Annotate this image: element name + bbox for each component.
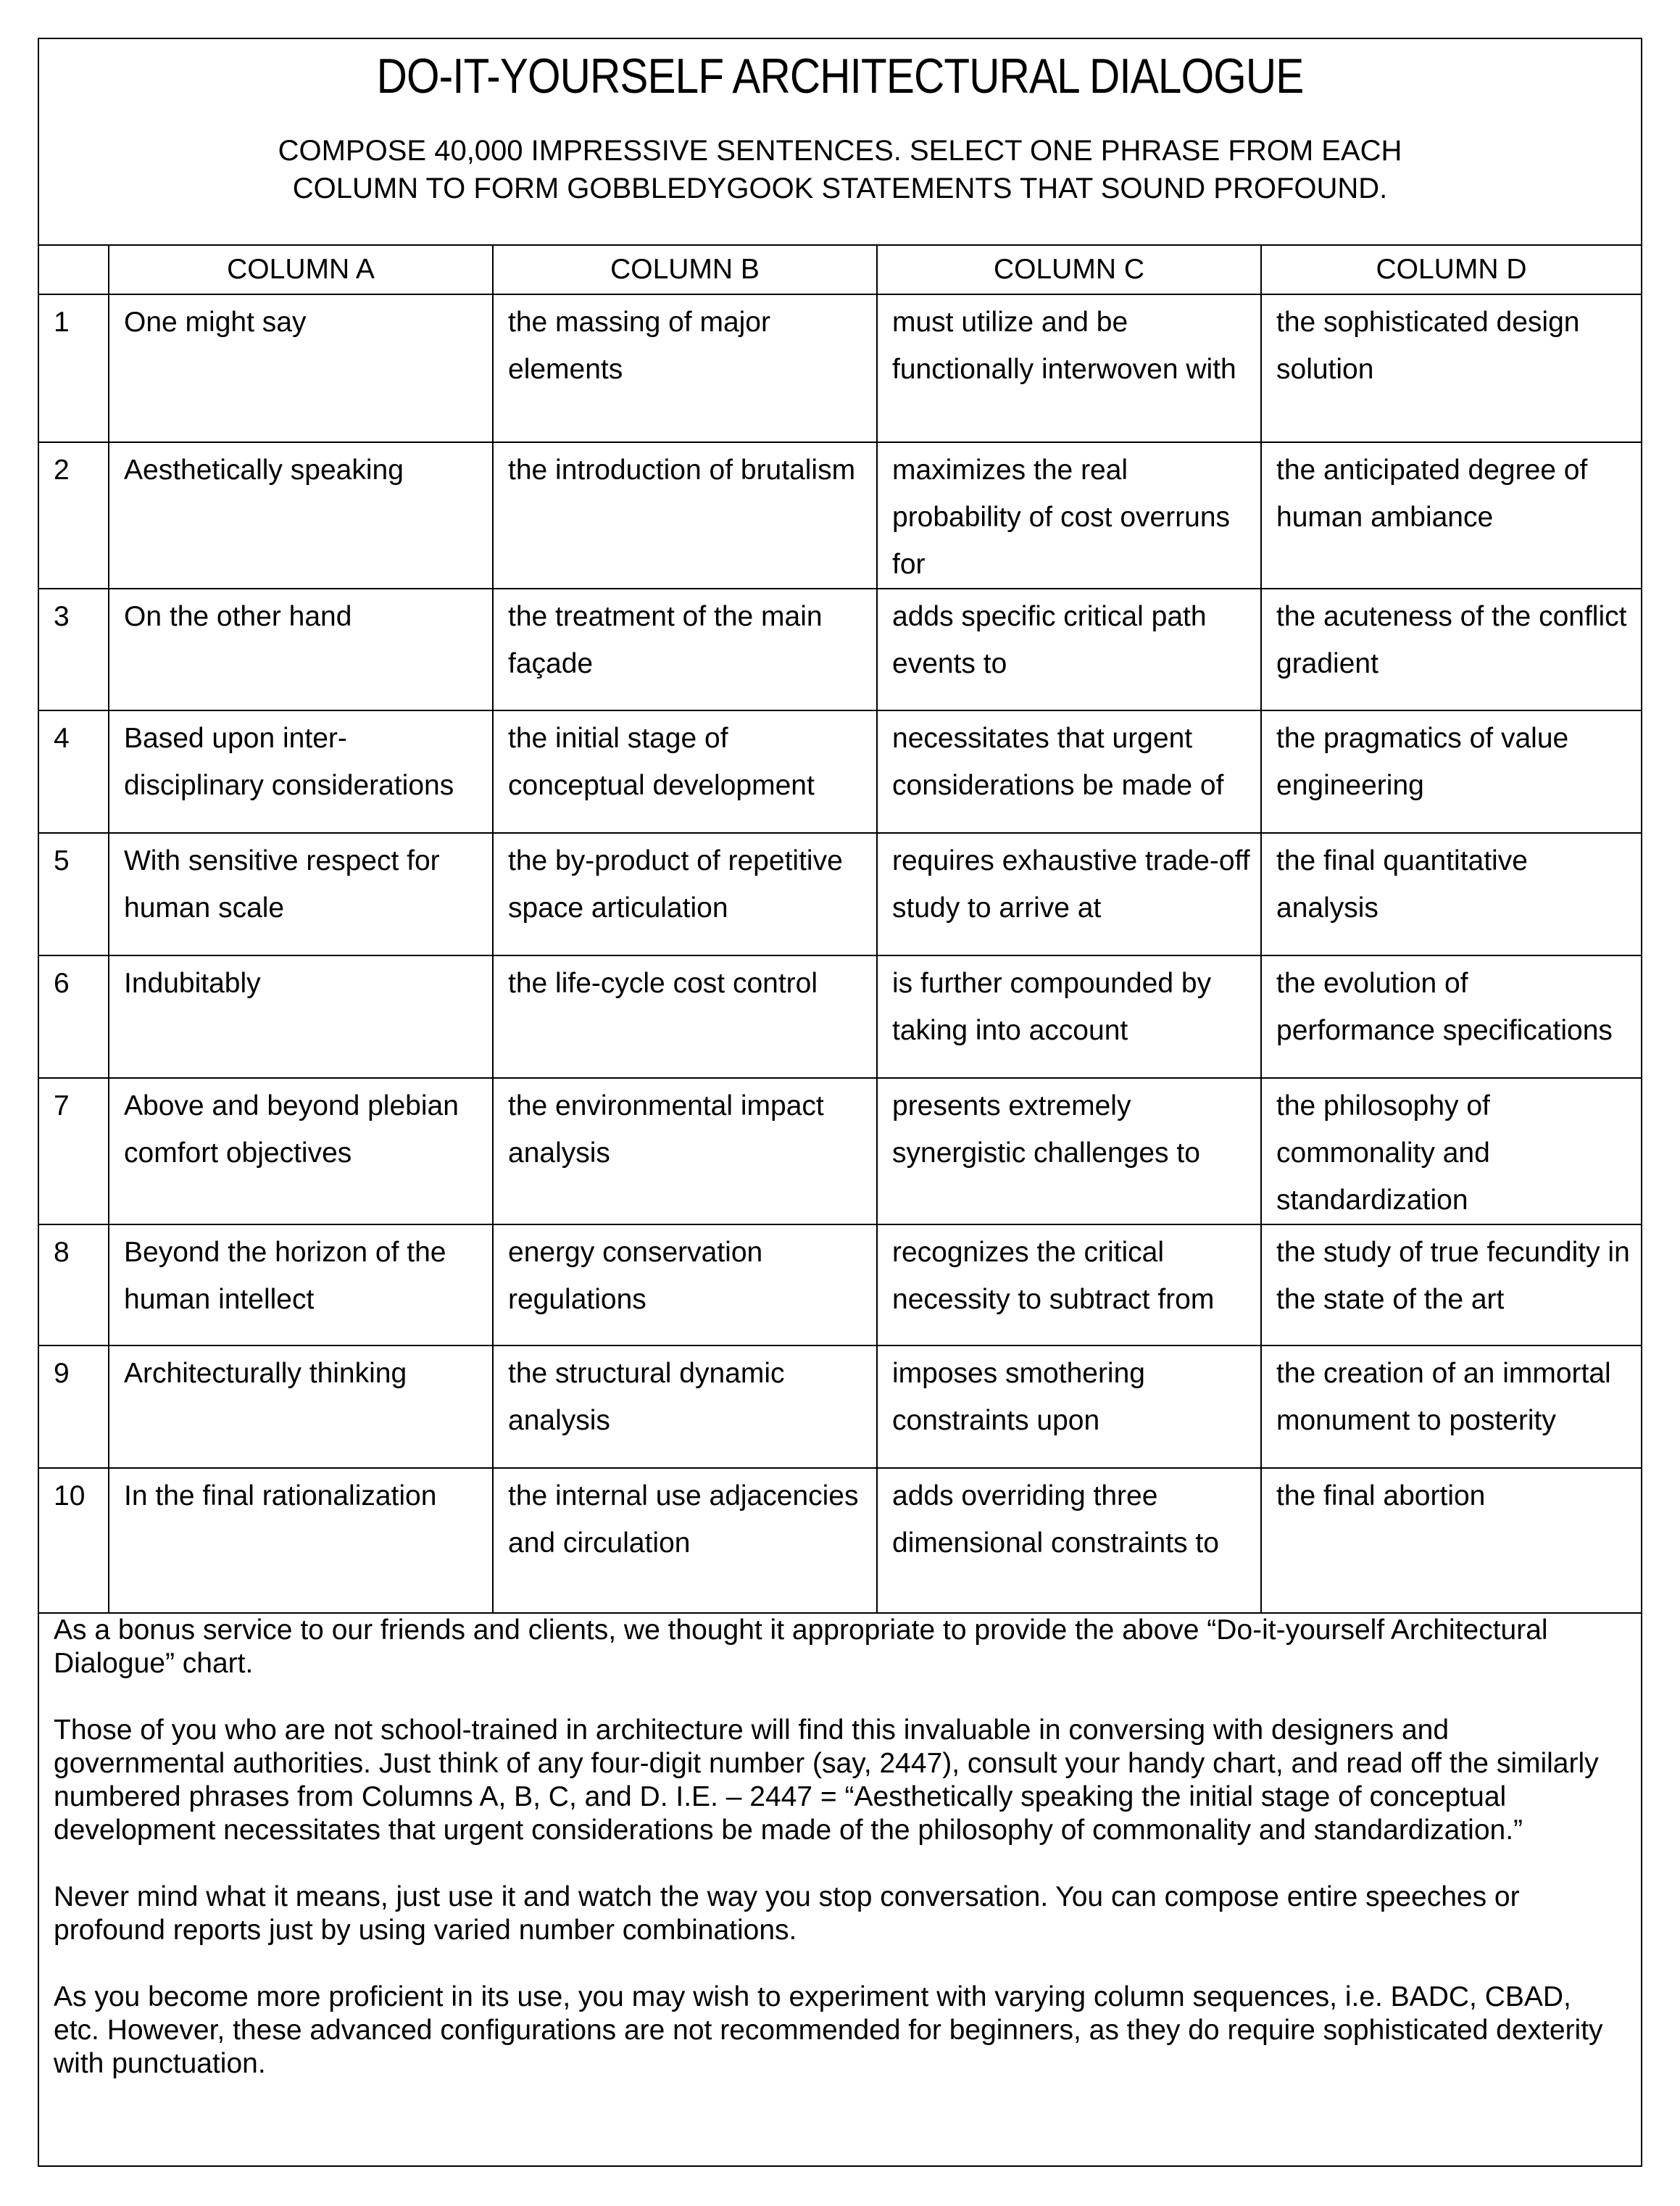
column-b-cell: the by-product of repetitive space articulation — [493, 833, 877, 955]
column-c-cell: maximizes the real probability of cost overruns for — [877, 442, 1261, 589]
column-c-cell: adds specific critical path events to — [877, 589, 1261, 710]
subtitle-line: COLUMN TO FORM GOBBLEDYGOOK STATEMENTS THAT SOUND PROFOUND. — [292, 173, 1388, 204]
table-row — [39, 442, 1641, 589]
row-number: 6 — [39, 955, 109, 1078]
column-b-cell: the internal use adjacencies and circulation — [493, 1468, 877, 1613]
column-a-cell: On the other hand — [109, 589, 493, 710]
column-b-cell: the treatment of the main façade — [493, 589, 877, 710]
column-b-cell: the initial stage of conceptual development — [493, 710, 877, 833]
page-title: DO-IT-YOURSELF ARCHITECTURAL DIALOGUE — [376, 49, 1304, 104]
table-row — [39, 1468, 1641, 1613]
subtitle — [39, 132, 1641, 207]
column-a-cell: In the final rationalization — [109, 1468, 493, 1613]
table-row — [39, 955, 1641, 1078]
column-c-cell: presents extremely synergistic challenges to — [877, 1078, 1261, 1224]
paragraph-bonus: As a bonus service to our friends and clients, we thought it appropriate to provide the above “Do-it-yourself Architectural Dialogue” chart. — [54, 1614, 1548, 1679]
column-a-cell: With sensitive respect for human scale — [109, 833, 493, 955]
column-d-cell: the final quantitative analysis — [1261, 833, 1641, 955]
table-row — [39, 710, 1641, 833]
column-c-cell: imposes smothering constraints upon — [877, 1345, 1261, 1468]
column-d-cell: the acuteness of the conflict gradient — [1261, 589, 1641, 710]
column-a-cell: Above and beyond plebian comfort objectives — [109, 1078, 493, 1224]
row-number: 10 — [39, 1468, 109, 1613]
column-d-cell: the creation of an immortal monument to posterity — [1261, 1345, 1641, 1468]
paragraph-instructions: Those of you who are not school-trained in architecture will find this invaluable in conversing with designers and governmental authorities. Just think of any four-digit number (say, 2447), consult your handy chart, and read off the similarly numbered phrases from Columns A, B, C, and D. I.E. – 2447 = “Aesthetically speaking the initial stage of conceptual development necessitates that urgent considerations be made of the philosophy of commonality and standardization.” — [54, 1714, 1599, 1846]
column-a-cell: Aesthetically speaking — [109, 442, 493, 589]
row-number: 3 — [39, 589, 109, 710]
row-number: 8 — [39, 1224, 109, 1345]
row-number: 5 — [39, 833, 109, 955]
header-column-c: COLUMN C — [877, 246, 1261, 294]
column-c-cell: necessitates that urgent considerations be made of — [877, 710, 1261, 833]
column-b-cell: the introduction of brutalism — [493, 442, 877, 589]
table-header-row — [39, 246, 1641, 294]
table-body — [39, 294, 1641, 1613]
column-b-cell: the structural dynamic analysis — [493, 1345, 877, 1468]
phrase-table — [39, 246, 1641, 1614]
table-row — [39, 1078, 1641, 1224]
row-number: 9 — [39, 1345, 109, 1468]
column-a-cell: Beyond the horizon of the human intellect — [109, 1224, 493, 1345]
column-c-cell: requires exhaustive trade-off study to arrive at — [877, 833, 1261, 955]
table-row — [39, 1224, 1641, 1345]
column-c-cell: must utilize and be functionally interwoven with — [877, 294, 1261, 442]
explanation-text — [54, 1614, 1619, 2114]
header-column-d: COLUMN D — [1261, 246, 1641, 294]
column-a-cell: Indubitably — [109, 955, 493, 1078]
header-column-a: COLUMN A — [109, 246, 493, 294]
page-frame — [38, 38, 1642, 2167]
table-row — [39, 589, 1641, 710]
column-b-cell: the life-cycle cost control — [493, 955, 877, 1078]
column-d-cell: the sophisticated design solution — [1261, 294, 1641, 442]
column-b-cell: energy conservation regulations — [493, 1224, 877, 1345]
paragraph-advanced: As you become more proficient in its use, you may wish to experiment with varying column sequences, i.e. BADC, CBAD, etc. However, these advanced configurations are not recommended for beginners, as they do require sophisticated dexterity with punctuation. — [54, 1981, 1603, 2079]
table-row — [39, 294, 1641, 442]
subtitle-line: COMPOSE 40,000 IMPRESSIVE SENTENCES. SELECT ONE PHRASE FROM EACH — [278, 135, 1402, 167]
column-d-cell: the philosophy of commonality and standardization — [1261, 1078, 1641, 1224]
column-c-cell: adds overriding three dimensional constraints to — [877, 1468, 1261, 1613]
header-column-b: COLUMN B — [493, 246, 877, 294]
column-c-cell: recognizes the critical necessity to subtract from — [877, 1224, 1261, 1345]
column-a-cell: Architecturally thinking — [109, 1345, 493, 1468]
table-row — [39, 1345, 1641, 1468]
column-d-cell: the final abortion — [1261, 1468, 1641, 1613]
column-b-cell: the massing of major elements — [493, 294, 877, 442]
header-number — [39, 246, 109, 294]
row-number: 4 — [39, 710, 109, 833]
paragraph-never-mind: Never mind what it means, just use it and watch the way you stop conversation. You can compose entire speeches or profound reports just by using varied number combinations. — [54, 1881, 1520, 1946]
column-b-cell: the environmental impact analysis — [493, 1078, 877, 1224]
column-c-cell: is further compounded by taking into account — [877, 955, 1261, 1078]
row-number: 1 — [39, 294, 109, 442]
row-number: 2 — [39, 442, 109, 589]
table-row — [39, 833, 1641, 955]
column-d-cell: the anticipated degree of human ambiance — [1261, 442, 1641, 589]
header-block — [39, 39, 1641, 246]
column-a-cell: One might say — [109, 294, 493, 442]
column-d-cell: the study of true fecundity in the state of the art — [1261, 1224, 1641, 1345]
column-d-cell: the evolution of performance specifications — [1261, 955, 1641, 1078]
row-number: 7 — [39, 1078, 109, 1224]
column-d-cell: the pragmatics of value engineering — [1261, 710, 1641, 833]
column-a-cell: Based upon inter-disciplinary considerations — [109, 710, 493, 833]
